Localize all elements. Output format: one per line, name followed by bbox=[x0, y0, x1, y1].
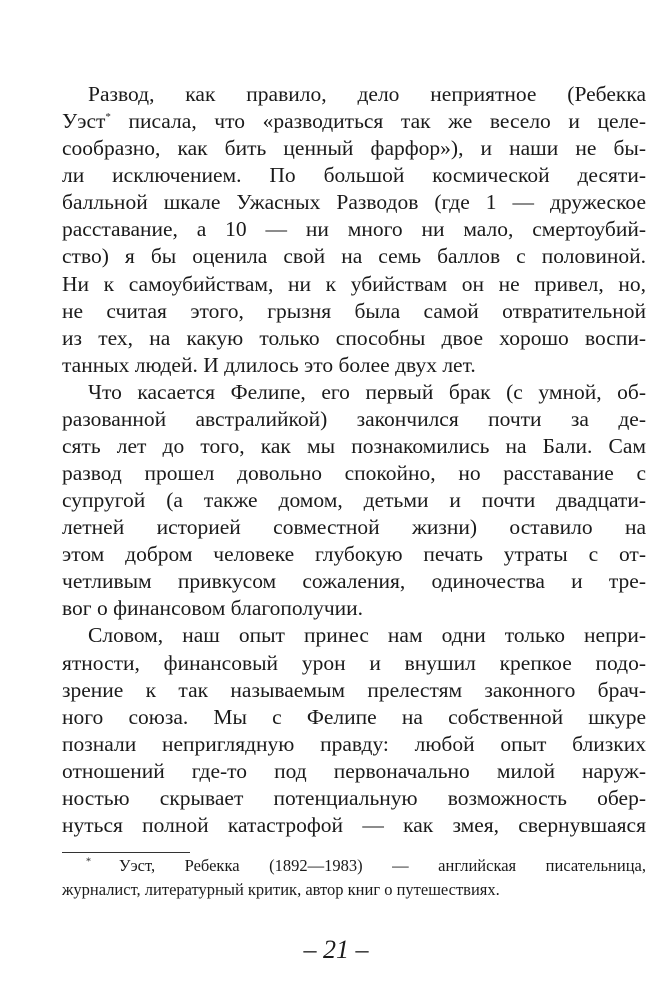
text-line: не считая этого, грызня была самой отвратительной bbox=[62, 299, 646, 323]
footnote-marker: * bbox=[105, 110, 111, 123]
text-line: балльной шкале Ужасных Разводов (где 1 — дружеское bbox=[62, 190, 646, 214]
text-line: Развод, как правило, дело неприятное (Ребекка bbox=[88, 82, 646, 106]
text-line: познали неприглядную правду: любой опыт близких bbox=[62, 732, 646, 756]
text-line: сять лет до того, как мы познакомились на Бали. Сам bbox=[62, 434, 646, 458]
text-line: Словом, наш опыт принес нам одни только непри- bbox=[88, 623, 646, 647]
text-line: из тех, на какую только способны двое хорошо воспи- bbox=[62, 326, 646, 350]
text-line: ятности, финансовый урон и внушил крепкое подо- bbox=[62, 651, 646, 675]
text-line: расставание, а 10 — ни много ни мало, смертоубий- bbox=[62, 217, 646, 241]
text-line: зрение к так называемым прелестям законного брач- bbox=[62, 678, 646, 702]
footnote-text: Уэст, Ребекка (1892—1983) — английская писательница, bbox=[118, 856, 646, 875]
text-line: отношений где-то под первоначально милой наруж- bbox=[62, 759, 646, 783]
text-fragment: Уэст bbox=[62, 109, 106, 133]
text-line: летней историей совместной жизни) оставило на bbox=[62, 515, 646, 539]
text-line: ностью скрывает потенциальную возможность обер- bbox=[62, 786, 646, 810]
text-line: сообразно, как бить ценный фарфор»), и наши не бы- bbox=[62, 136, 646, 160]
footnote-mark: * bbox=[86, 856, 119, 868]
text-line: ство) я бы оценила свой на семь баллов с половиной. bbox=[62, 244, 646, 268]
text-line: Ни к самоубийствам, ни к убийствам он не привел, но, bbox=[62, 272, 646, 296]
footnote-rule bbox=[62, 852, 190, 853]
text-line: развод прошел довольно спокойно, но расставание с bbox=[62, 461, 646, 485]
text-line: разованной австралийкой) закончился почти за де- bbox=[62, 407, 646, 431]
footnote-line bbox=[86, 858, 646, 875]
text-line: супругой (а также домом, детьми и почти двадцати- bbox=[62, 488, 646, 512]
text-line: ли исключением. По большой космической десяти- bbox=[62, 163, 646, 187]
text-line: этом добром человеке глубокую печать утраты с от- bbox=[62, 542, 646, 566]
text-fragment: писала, что «разводиться так же весело и целе- bbox=[110, 109, 646, 133]
text-line: ного союза. Мы с Фелипе на собственной шкуре bbox=[62, 705, 646, 729]
text-line: вог о финансовом благополучии. bbox=[62, 596, 364, 620]
text-line: Что касается Фелипе, его первый брак (с умной, об- bbox=[88, 380, 646, 404]
text-line bbox=[62, 111, 646, 133]
text-line: танных людей. И длилось это более двух лет. bbox=[62, 353, 476, 377]
text-line: четливым привкусом сожаления, одиночества и тре- bbox=[62, 569, 646, 593]
page-number: – 21 – bbox=[303, 935, 369, 964]
footnote-line: журналист, литературный критик, автор книг о путешествиях. bbox=[62, 880, 500, 899]
text-line: нуться полной катастрофой — как змея, свернувшаяся bbox=[62, 813, 646, 837]
